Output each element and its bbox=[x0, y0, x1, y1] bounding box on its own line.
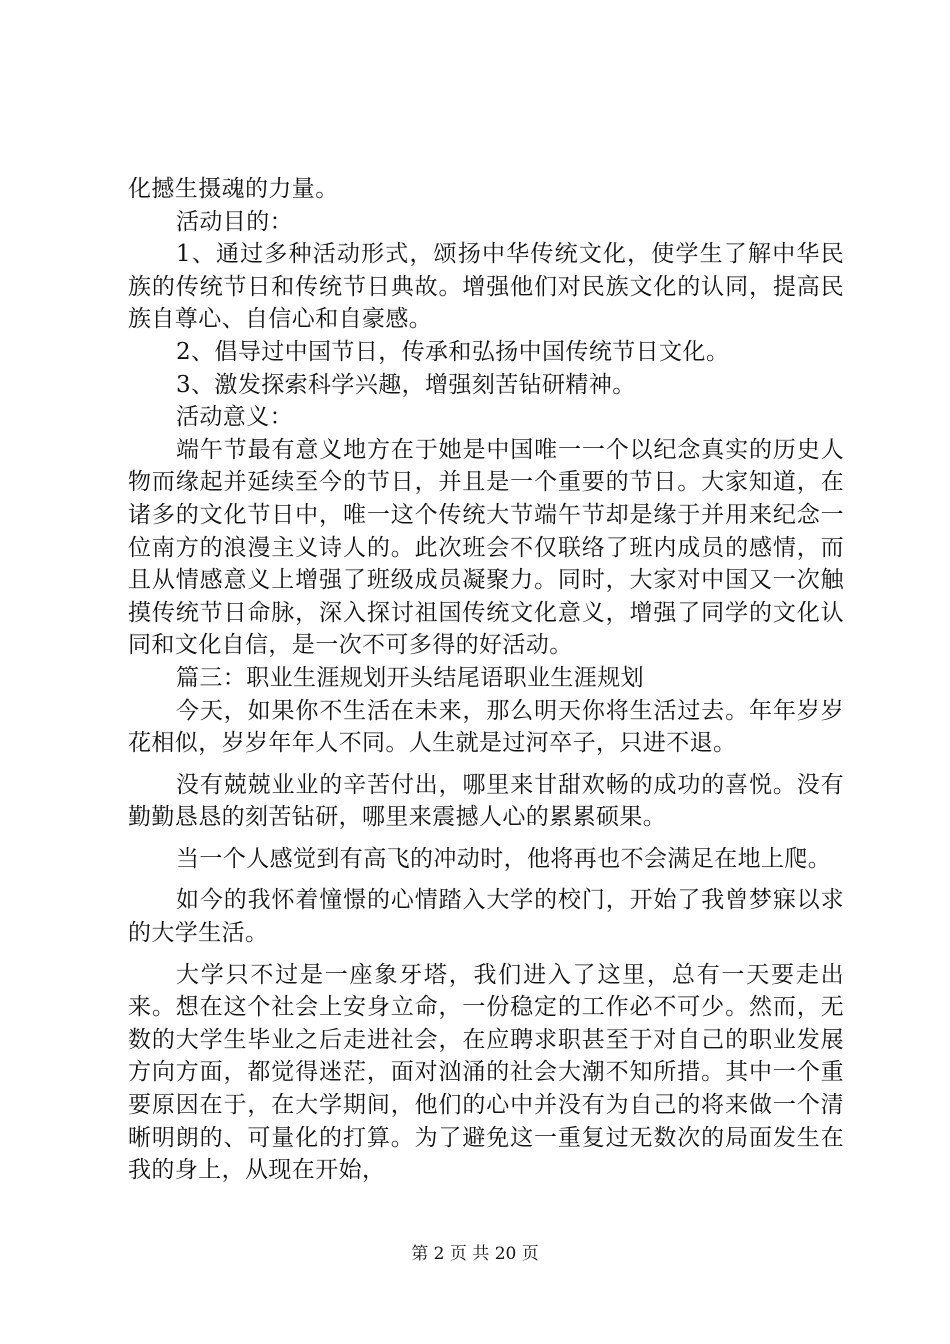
paragraph: 1、通过多种活动形式，颂扬中华传统文化，使学生了解中华民族的传统节日和传统节日典故。增强他们对民族文化的认同，提高民族自尊心、自信心和自豪感。 bbox=[128, 241, 844, 333]
paragraph: 当一个人感觉到有高飞的冲动时，他将再也不会满足在地上爬。 bbox=[176, 845, 832, 872]
paragraph: 化撼生摄魂的力量。 bbox=[128, 176, 339, 202]
paragraph: 活动目的： bbox=[176, 208, 293, 235]
paragraph: 3、激发探索科学兴趣，增强刻苦钻研精神。 bbox=[176, 371, 636, 398]
paragraph: 今天，如果你不生活在未来，那么明天你将生活过去。年年岁岁花相似，岁岁年年人不同。人生就是过河卒子，只进不退。 bbox=[128, 697, 844, 757]
paragraph: 2、倡导过中国节日，传承和弘扬中国传统节日文化。 bbox=[176, 338, 730, 365]
document-body bbox=[128, 173, 844, 1187]
paragraph: 端午节最有意义地方在于她是中国唯一一个以纪念真实的历史人物而缘起并延续至今的节日，并且是一个重要的节日。大家知道，在诸多的文化节日中，唯一这个传统大节端午节却是缘于并用来纪念一位南方的浪漫主义诗人的。此次班会不仅联络了班内成员的感情，而且从情感意义上增强了班级成员凝聚力。同时，大家对中国又一次触摸传统节日命脉，深入探讨祖国传统文化意义，增强了同学的文化认同和文化自信，是一次不可多得的好活动。 bbox=[128, 436, 844, 659]
paragraph: 大学只不过是一座象牙塔，我们进入了这里，总有一天要走出来。想在这个社会上安身立命，一份稳定的工作必不可少。然而，无数的大学生毕业之后走进社会，在应聘求职甚至于对自己的职业发展方向方面，都觉得迷茫，面对汹涌的社会大潮不知所措。其中一个重要原因在于，在大学期间，他们的心中并没有为自己的将来做一个清晰明朗的、可量化的打算。为了避免这一重复过无数次的局面发生在我的身上，从现在开始， bbox=[128, 961, 844, 1184]
paragraph: 篇三：职业生涯规划开头结尾语职业生涯规划 bbox=[176, 664, 644, 691]
paragraph: 如今的我怀着憧憬的心情踏入大学的校门，开始了我曾梦寐以求的大学生活。 bbox=[128, 887, 844, 947]
paragraph: 活动意义： bbox=[176, 404, 293, 431]
paragraph: 没有兢兢业业的辛苦付出，哪里来甘甜欢畅的成功的喜悦。没有勤勤恳恳的刻苦钻研，哪里来震撼人心的累累硕果。 bbox=[128, 771, 844, 831]
page-footer: 第 2 页 共 20 页 bbox=[411, 1244, 539, 1264]
